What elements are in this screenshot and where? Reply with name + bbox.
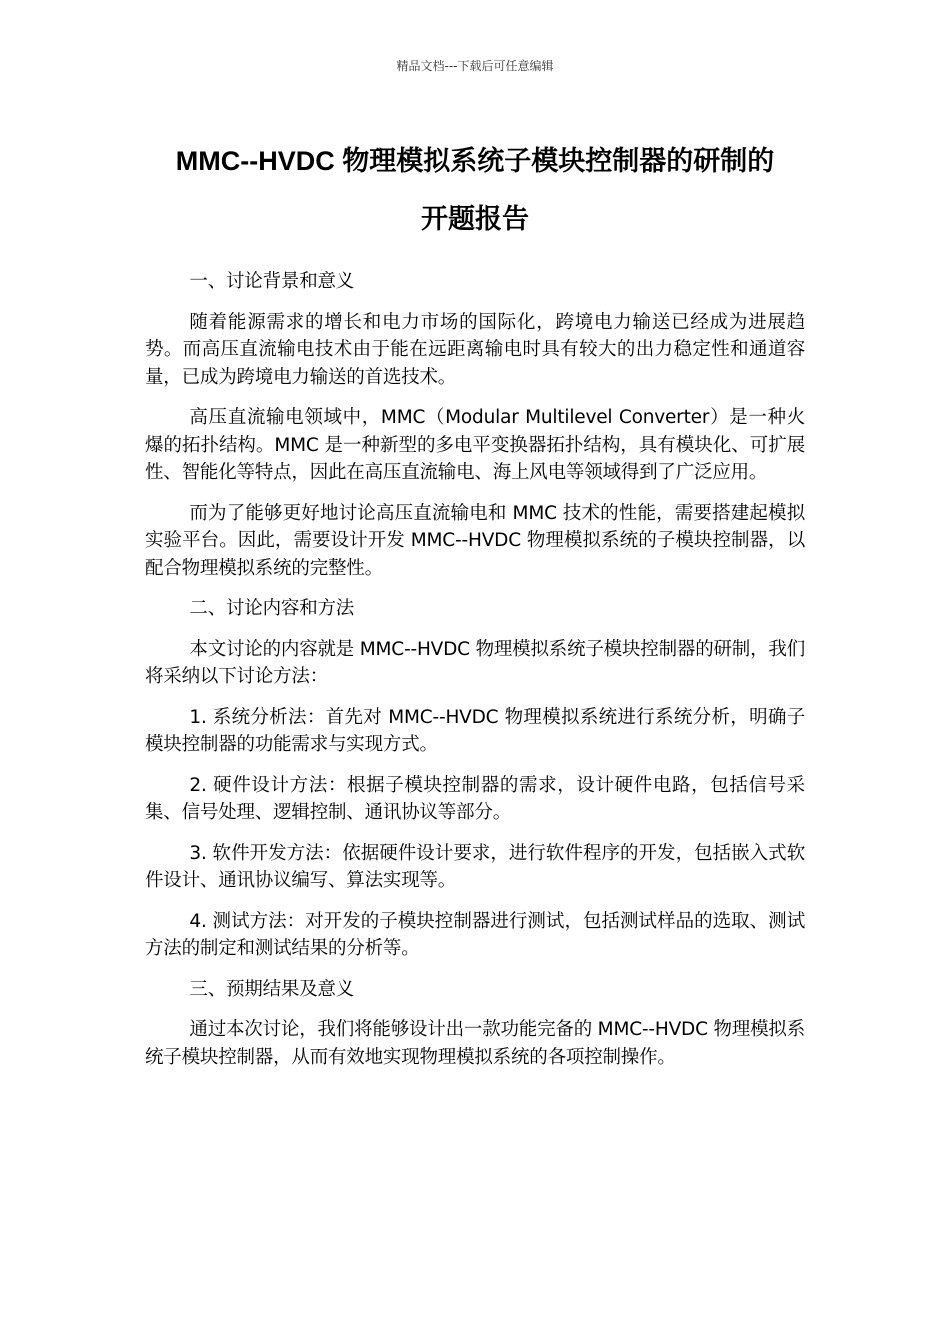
document-title-line-2: 开题报告 <box>421 204 529 234</box>
document-title <box>120 132 830 248</box>
paragraph-methods-intro: 本文讨论的内容就是 MMC--HVDC 物理模拟系统子模块控制器的研制，我们将采纳以下讨论方法： <box>145 638 805 687</box>
list-item-method-3: 3. 软件开发方法：依据硬件设计要求，进行软件程序的开发，包括嵌入式软件设计、通讯协议编写、算法实现等。 <box>145 842 805 891</box>
section-heading-background: 一、讨论背景和意义 <box>189 271 355 292</box>
paragraph-expected-results: 通过本次讨论，我们将能够设计出一款功能完备的 MMC--HVDC 物理模拟系统子模块控制器，从而有效地实现物理模拟系统的各项控制操作。 <box>145 1019 805 1068</box>
paragraph-background-1: 随着能源需求的增长和电力市场的国际化，跨境电力输送已经成为进展趋势。而高压直流输电技术由于能在远距离输电时具有较大的出力稳定性和通道容量，已成为跨境电力输送的首选技术。 <box>145 311 805 388</box>
list-item-method-4: 4. 测试方法：对开发的子模块控制器进行测试，包括测试样品的选取、测试方法的制定和测试结果的分析等。 <box>145 910 805 959</box>
page-header-watermark: 精品文档---下载后可任意编辑 <box>396 59 554 73</box>
paragraph-background-3: 而为了能够更好地讨论高压直流输电和 MMC 技术的性能，需要搭建起模拟实验平台。因此，需要设计开发 MMC--HVDC 物理模拟系统的子模块控制器，以配合物理模拟系统的完整性。 <box>145 502 805 579</box>
document-title-line-1: MMC--HVDC 物理模拟系统子模块控制器的研制的 <box>175 146 775 176</box>
section-heading-methods: 二、讨论内容和方法 <box>189 598 355 619</box>
document-body <box>145 268 805 1084</box>
list-item-method-2: 2. 硬件设计方法：根据子模块控制器的需求，设计硬件电路，包括信号采集、信号处理、逻辑控制、通讯协议等部分。 <box>145 774 805 823</box>
section-heading-expected-results: 三、预期结果及意义 <box>189 978 355 1000</box>
paragraph-background-2: 高压直流输电领域中，MMC（Modular Multilevel Converter）是一种火爆的拓扑结构。MMC 是一种新型的多电平变换器拓扑结构，具有模块化、可扩展性、智能化等特点，因此在高压直流输电、海上风电等领域得到了广泛应用。 <box>145 407 805 483</box>
list-item-method-1: 1. 系统分析法：首先对 MMC--HVDC 物理模拟系统进行系统分析，明确子模块控制器的功能需求与实现方式。 <box>145 706 805 755</box>
